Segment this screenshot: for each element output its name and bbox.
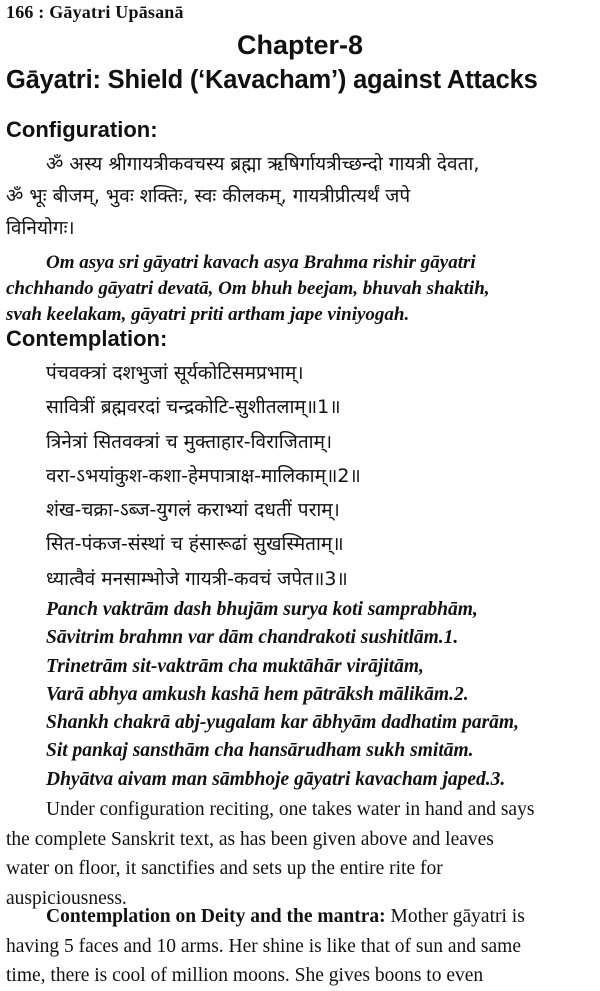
sanskrit-config-line: ॐ भूः बीजम्, भुवः शक्तिः, स्वः कीलकम्, गायत्रीप्रीत्यर्थं जपे bbox=[6, 185, 411, 207]
chapter-title: Gāyatri: Shield (‘Kavacham’) against Attacks bbox=[6, 66, 538, 94]
chapter-label: Chapter-8 bbox=[236, 30, 364, 60]
config-transliteration bbox=[6, 250, 596, 328]
transliteration-line: Om asya sri gāyatri kavach asya Brahma rishir gāyatri bbox=[46, 252, 476, 273]
sanskrit-verse-line: शंख-चक्रा-ऽब्ज-युगलं कराभ्यां दधतीं पराम्। bbox=[46, 499, 340, 522]
contemplation-heading: Contemplation: bbox=[6, 326, 168, 351]
sanskrit-verse-line: सित-पंकज-संस्थां च हंसारूढां सुखस्मिताम्॥ bbox=[46, 533, 344, 556]
sanskrit-config-line: विनियोगः। bbox=[6, 217, 75, 239]
sanskrit-config-line: ॐ अस्य श्रीगायत्रीकवचस्य ब्रह्मा ऋषिर्गायत्रीच्छन्दो गायत्री देवता, bbox=[46, 153, 480, 175]
contemplation-explanation bbox=[6, 902, 596, 991]
paragraph-text: Mother gāyatri is bbox=[385, 906, 525, 927]
sanskrit-verse-line: पंचवक्त्रां दशभुजां सूर्यकोटिसमप्रभाम्। bbox=[46, 362, 304, 384]
transliteration-line: svah keelakam, gāyatri priti artham jape viniyogah. bbox=[6, 304, 410, 325]
verse-transliteration-line: Varā abhya amkush kashā hem pātrāksh mālikām.2. bbox=[46, 683, 469, 705]
sanskrit-verse-line: त्रिनेत्रां सितवक्त्रां च मुक्ताहार-विराजिताम्। bbox=[46, 430, 333, 453]
verse-transliteration bbox=[46, 596, 519, 794]
paragraph-first-line bbox=[6, 902, 596, 932]
verse-transliteration-line: Trinetrām sit-vaktrām cha muktāhār virājitām, bbox=[46, 655, 424, 677]
verse-transliteration-line: Shankh chakrā abj-yugalam kar ābhyām dadhatim parām, bbox=[46, 712, 519, 734]
paragraph-line: the complete Sanskrit text, as has been given above and leaves bbox=[6, 828, 494, 850]
verse-transliteration-line: Sāvitrim brahmn var dām chandrakoti sushitlām.1. bbox=[46, 627, 459, 649]
transliteration-line: chchhando gāyatri devatā, Om bhuh beejam, bhuvah shaktih, bbox=[6, 278, 490, 299]
configuration-heading: Configuration: bbox=[6, 117, 158, 142]
running-head: 166 : Gāyatri Upāsanā bbox=[6, 2, 184, 22]
verse-transliteration-line: Sit pankaj sansthām cha hansārudham sukh smitām. bbox=[46, 740, 474, 762]
verse-transliteration-line: Dhyātva aivam man sāmbhoje gāyatri kavacham japed.3. bbox=[46, 768, 506, 790]
paragraph-line: auspiciousness. bbox=[6, 887, 127, 909]
sanskrit-verse-line: ध्यात्वैवं मनसाम्भोजे गायत्री-कवचं जपेत॥3॥ bbox=[46, 567, 348, 590]
paragraph-line: time, there is cool of million moons. She gives boons to even bbox=[6, 965, 484, 986]
configuration-explanation bbox=[6, 795, 596, 913]
verse-transliteration-line: Panch vaktrām dash bhujām surya koti samprabhām, bbox=[46, 599, 478, 620]
paragraph-line: Under configuration reciting, one takes water in hand and says bbox=[46, 799, 535, 820]
paragraph-line: having 5 faces and 10 arms. Her shine is like that of sun and same bbox=[6, 935, 521, 957]
sanskrit-verses bbox=[46, 358, 361, 598]
run-in-heading: Contemplation on Deity and the mantra: bbox=[46, 906, 386, 927]
paragraph-line: water on floor, it sanctifies and sets up the entire rite for bbox=[6, 858, 443, 879]
sanskrit-verse-line: सावित्रीं ब्रह्मवरदां चन्द्रकोटि-सुशीतलाम्॥1॥ bbox=[46, 396, 341, 419]
sanskrit-verse-line: वरा-ऽभयांकुश-कशा-हेमपात्राक्ष-मालिकाम्॥2॥ bbox=[46, 464, 361, 487]
